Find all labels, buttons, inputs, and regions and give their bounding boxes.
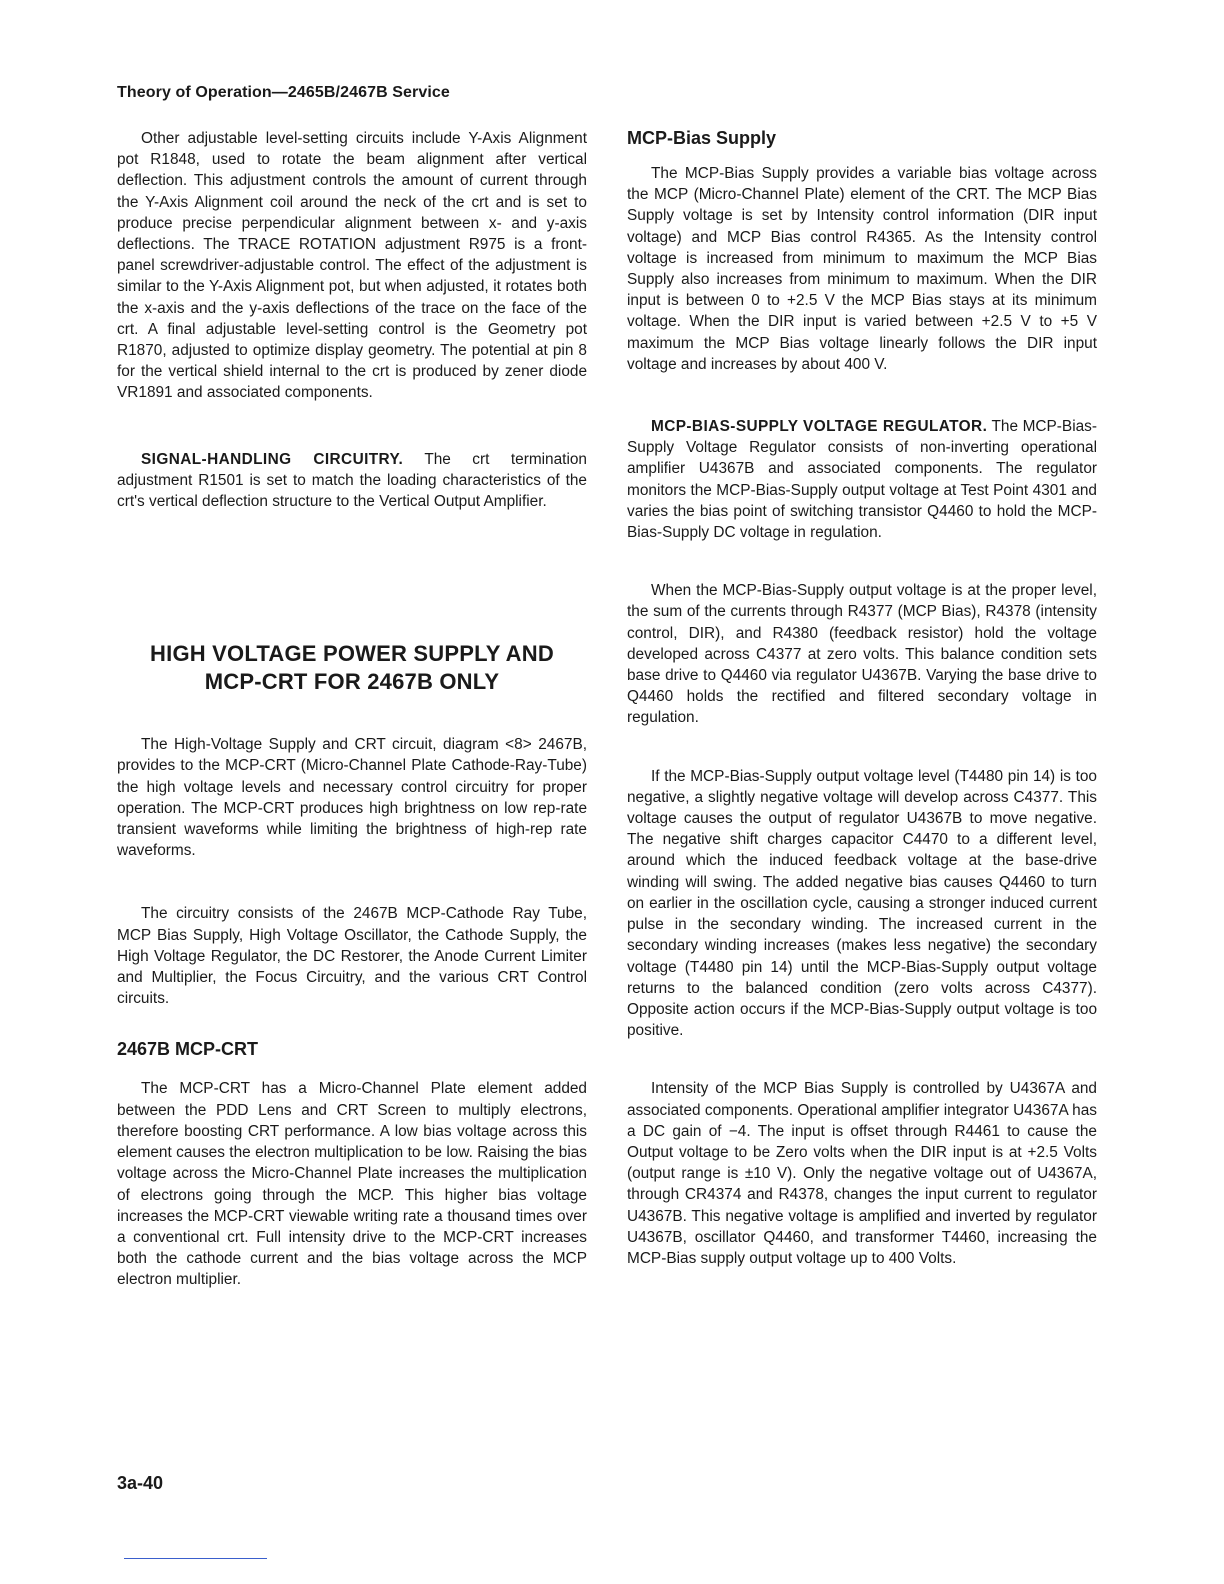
section-heading-line2: MCP-CRT FOR 2467B ONLY [204, 669, 500, 695]
runin-signal-handling: SIGNAL-HANDLING CIRCUITRY. [141, 450, 404, 468]
running-head: Theory of Operation—2465B/2467B Service [117, 84, 450, 101]
section-heading [117, 640, 587, 696]
section-heading-line1: HIGH VOLTAGE POWER SUPPLY AND [150, 641, 554, 667]
paragraph-intensity-control: Intensity of the MCP Bias Supply is controlled by U4367A and associated components. Operational amplifier integrator U4367A has a DC gain of −4. The input is offset through R4461 to cause the Output voltage to be Zero volts when the DIR input is at +2.5 Volts (output range is ±10 V). Only the negative voltage out of U4367A, through CR4374 and R4378, changes the input current to regulator U4367B. This negative voltage is amplified and inverted by regulator U4367B, oscillator Q4460, and transformer T4460, increasing the MCP-Bias supply output voltage up to 400 Volts. [627, 1080, 1097, 1267]
paragraph-voltage-regulator [627, 416, 1097, 543]
paragraph-balance-condition: When the MCP-Bias-Supply output voltage is at the proper level, the sum of the currents through R4377 (MCP Bias), R4378 (intensity control, DIR), and R4380 (feedback resistor) hold the voltage developed across C4377 at zero volts. This balance condition sets base drive to Q4460 via regulator U4367B. Varying the base drive to Q4460 holds the rectified and filtered secondary voltage in regulation. [627, 582, 1097, 727]
subheading-mcp-crt: 2467B MCP-CRT [117, 1039, 259, 1060]
paragraph-signal-handling [117, 449, 587, 513]
paragraph-mcp-bias-intro: The MCP-Bias Supply provides a variable bias voltage across the MCP (Micro-Channel Plate) element of the CRT. The MCP Bias Supply voltage is set by Intensity control information (DIR input voltage) and MCP Bias control R4365. As the Intensity control voltage is increased from minimum to maximum the MCP Bias Supply also increases from minimum to maximum. When the DIR input is between 0 to +2.5 V the MCP Bias stays at its minimum voltage. When the DIR input is varied between +2.5 V to +5 V maximum the MCP Bias voltage linearly follows the DIR input voltage and increases by about 400 V. [627, 165, 1097, 373]
paragraph-negative-output: If the MCP-Bias-Supply output voltage level (T4480 pin 14) is too negative, a slightly negative voltage will develop across C4377. This voltage causes the output of regulator U4367B to move negative. The negative shift charges capacitor C4470 to a different level, around which the induced feedback voltage at the base-drive winding will swing. The added negative bias causes Q4460 to turn on earlier in the oscillation cycle, causing a stronger induced current pulse in the secondary winding. The increased current in the secondary winding increases (makes less negative) the secondary voltage (T4480 pin 14) until the MCP-Bias-Supply output voltage returns to the balanced condition (zero volts across C4377). Opposite action occurs if the MCP-Bias-Supply output voltage is too positive. [627, 767, 1097, 1040]
paragraph-mcp-crt: The MCP-CRT has a Micro-Channel Plate element added between the PDD Lens and CRT Screen to multiply electrons, therefore boosting CRT performance. A low bias voltage across this element causes the electron multiplication to be low. Raising the bias voltage across the Micro-Channel Plate increases the multiplication of electrons going through the MCP. This higher bias voltage increases the MCP-CRT viewable writing rate a thousand times over a conventional crt. Full intensity drive to the MCP-CRT increases both the cathode current and the bias voltage across the MCP electron multiplier. [117, 1080, 587, 1289]
paragraph-hv-supply-intro: The High-Voltage Supply and CRT circuit, diagram <8> 2467B, provides to the MCP-CRT (Micro-Channel Plate Cathode-Ray-Tube) the high voltage levels and necessary control circuitry for proper operation. The MCP-CRT produces high brightness on low rep-rate transient waveforms while limiting the brightness of high-rep rate waveforms. [117, 736, 587, 860]
heading-mcp-bias-supply: MCP-Bias Supply [627, 128, 777, 148]
paragraph-circuitry-list: The circuitry consists of the 2467B MCP-Cathode Ray Tube, MCP Bias Supply, High Voltage Oscillator, the Cathode Supply, the High Voltage Regulator, the DC Restorer, the Anode Current Limiter and Multiplier, the Focus Circuitry, and the various CRT Control circuits. [117, 905, 587, 1008]
left-column [117, 128, 587, 1291]
page-number: 3a-40 [117, 1473, 164, 1493]
paragraph-adjustable-controls: Other adjustable level-setting circuits include Y-Axis Alignment pot R1848, used to rotate the beam alignment after vertical deflection. This adjustment controls the amount of current through the Y-Axis Alignment coil around the neck of the crt and is set to produce precise perpendicular alignment between x- and y-axis deflections. The TRACE ROTATION adjustment R975 is a front-panel screwdriver-adjustable control. The effect of the adjustment is similar to the Y-Axis Alignment pot, but when adjusted, it rotates both the x-axis and the y-axis deflections of the trace on the face of the crt. A final adjustable level-setting control is the Geometry pot R1870, adjusted to optimize display geometry. The potential at pin 8 for the vertical shield internal to the crt is produced by zener diode VR1891 and associated components. [117, 130, 587, 402]
paragraph-voltage-regulator-text: The MCP-Bias-Supply Voltage Regulator consists of non-inverting operational amplifier U4367B and associated components. The regulator monitors the MCP-Bias-Supply output voltage at Test Point 4301 and varies the bias point of switching transistor Q4460 to hold the MCP-Bias-Supply DC voltage in regulation. [627, 418, 1097, 542]
runin-voltage-regulator: MCP-BIAS-SUPPLY VOLTAGE REGULATOR. [651, 418, 988, 436]
paragraph-signal-handling-text: The crt termination adjustment R1501 is set to match the loading characteristics of the crt's vertical deflection structure to the Vertical Output Amplifier. [117, 450, 587, 511]
right-column [627, 128, 1097, 1269]
footer-rule [124, 1558, 267, 1559]
